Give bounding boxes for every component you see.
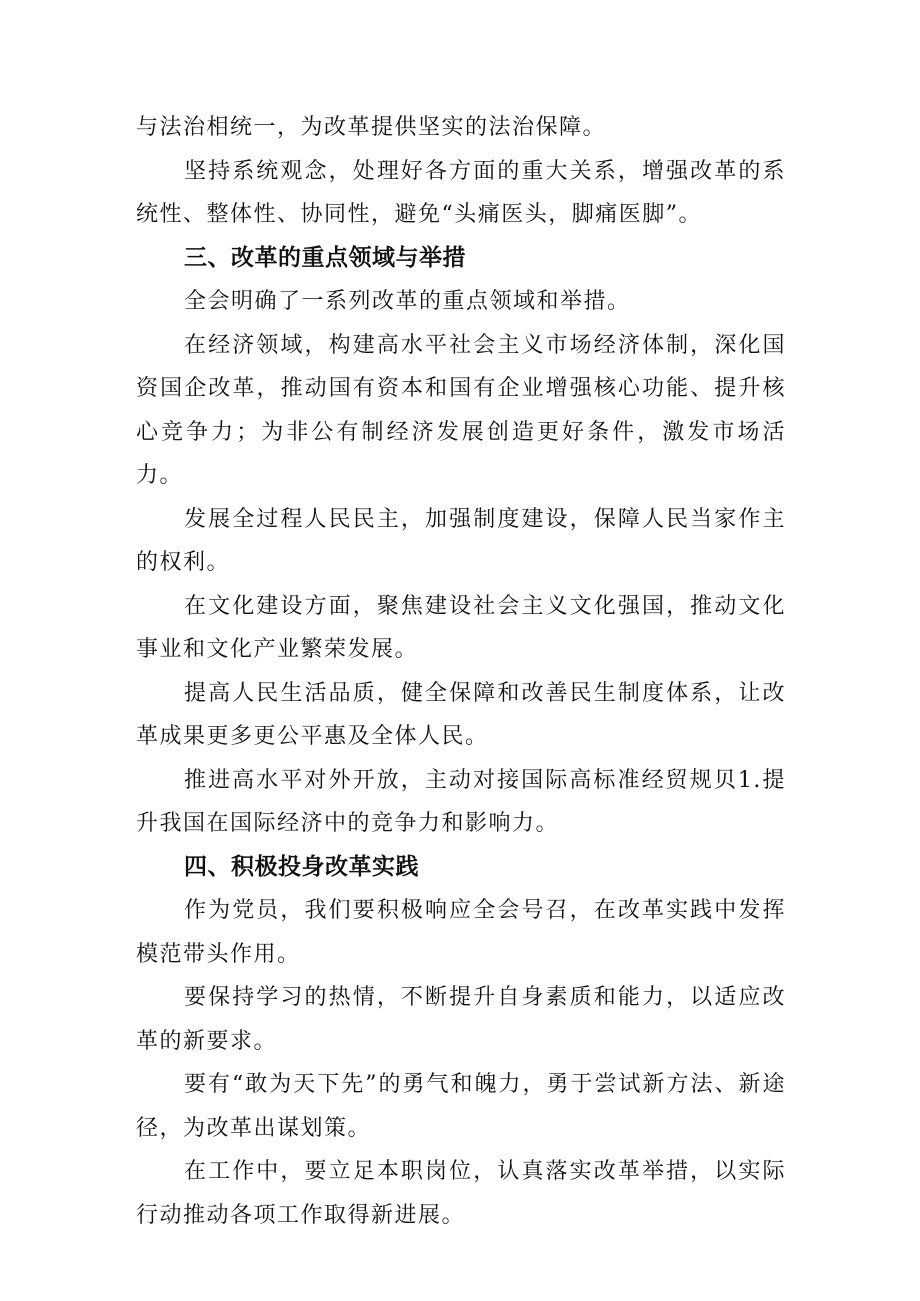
- section-heading-3: 三、改革的重点领域与举措: [184, 244, 466, 271]
- paragraph-continued: 与法治相统一，为改革提供坚实的法治保障。: [136, 115, 607, 140]
- document-body: [136, 106, 786, 1237]
- paragraph-courage: 要有“敢为天下先”的勇气和魄力，勇于尝试新方法、新途径，为改革出谋划策。: [136, 1072, 786, 1141]
- paragraph-culture: 在文化建设方面，聚焦建设社会主义文化强国，推动文化事业和文化产业繁荣发展。: [136, 593, 786, 662]
- paragraph-economy: 在经济领域，构建高水平社会主义市场经济体制，深化国资国企改革，推动国有资本和国有企业增强核心功能、提升核心竞争力；为非公有制经济发展创造更好条件，激发市场活力。: [136, 332, 786, 488]
- paragraph-party-members: 作为党员，我们要积极响应全会号召，在改革实践中发挥模范带头作用。: [136, 898, 786, 967]
- paragraph-opening-up: 推进高水平对外开放，主动对接国际高标准经贸规贝1.提升我国在国际经济中的竞争力和影响力。: [136, 767, 786, 836]
- paragraph-learning: 要保持学习的热情，不断提升自身素质和能力，以适应改革的新要求。: [136, 985, 786, 1054]
- paragraph-key-areas: 全会明确了一系列改革的重点领域和举措。: [184, 289, 631, 314]
- paragraph-work: 在工作中，要立足本职岗位，认真落实改革举措，以实际行动推动各项工作取得新进展。: [136, 1159, 786, 1228]
- section-heading-4: 四、积极投身改革实践: [184, 853, 419, 880]
- paragraph-livelihood: 提高人民生活品质，健全保障和改善民生制度体系，让改革成果更多更公平惠及全体人民。: [136, 680, 786, 749]
- paragraph-democracy: 发展全过程人民民主，加强制度建设，保障人民当家作主的权利。: [136, 506, 786, 575]
- paragraph-system-view: 坚持系统观念，处理好各方面的重大关系，增强改革的系统性、整体性、协同性，避免“头痛医头，脚痛医脚”。: [136, 158, 786, 227]
